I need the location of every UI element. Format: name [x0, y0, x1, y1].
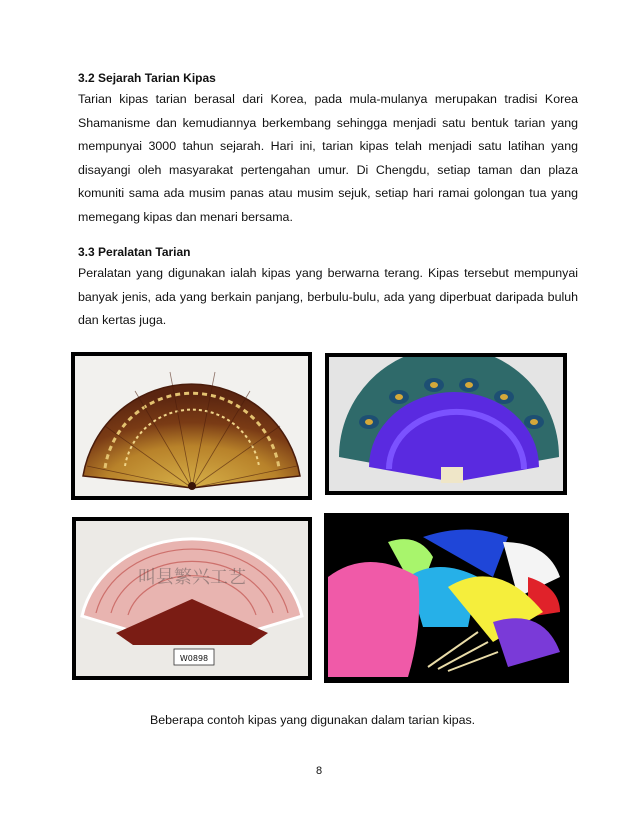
peacock-feather-fan-image — [325, 353, 567, 495]
section-paragraph-3-3: Peralatan yang digunakan ialah kipas yang berwarna terang. Kipas tersebut mempunyai banyak jenis, ada yang berkain panjang, berbulu-bulu, ada yang diperbuat daripada buluh dan kertas juga. — [78, 266, 578, 328]
fan-tag-label: W0898 — [179, 654, 209, 663]
image-caption: Beberapa contoh kipas yang digunakan dalam tarian kipas. — [150, 713, 476, 727]
section-heading-3-3: 3.3 Peralatan Tarian — [78, 245, 191, 259]
colorful-feather-fans-image — [324, 513, 569, 683]
watermark-text: 叫县繁兴工艺 — [138, 567, 246, 588]
section-paragraph-3-2: Tarian kipas tarian berasal dari Korea, pada mula-mulanya merupakan tradisi Korea Shamanisme dan kemudiannya berkembang sehingga menjadi satu bentuk tarian yang mempunyai 3000 tahun sejarah. Hari ini, tarian kipas telah menjadi satu latihan yang disayangi oleh masyarakat pertengahan umur. Di Chengdu, setiap taman dan plaza komuniti sama ada musim panas atau musim sejuk, setiap hari ramai golongan tua yang memegang kipas dan menari bersama. — [78, 92, 578, 224]
pink-lace-fan-image — [72, 517, 312, 680]
section-heading-3-2: 3.2 Sejarah Tarian Kipas — [78, 71, 216, 85]
page-number: 8 — [315, 765, 323, 777]
brown-gold-fan-image — [71, 352, 312, 500]
